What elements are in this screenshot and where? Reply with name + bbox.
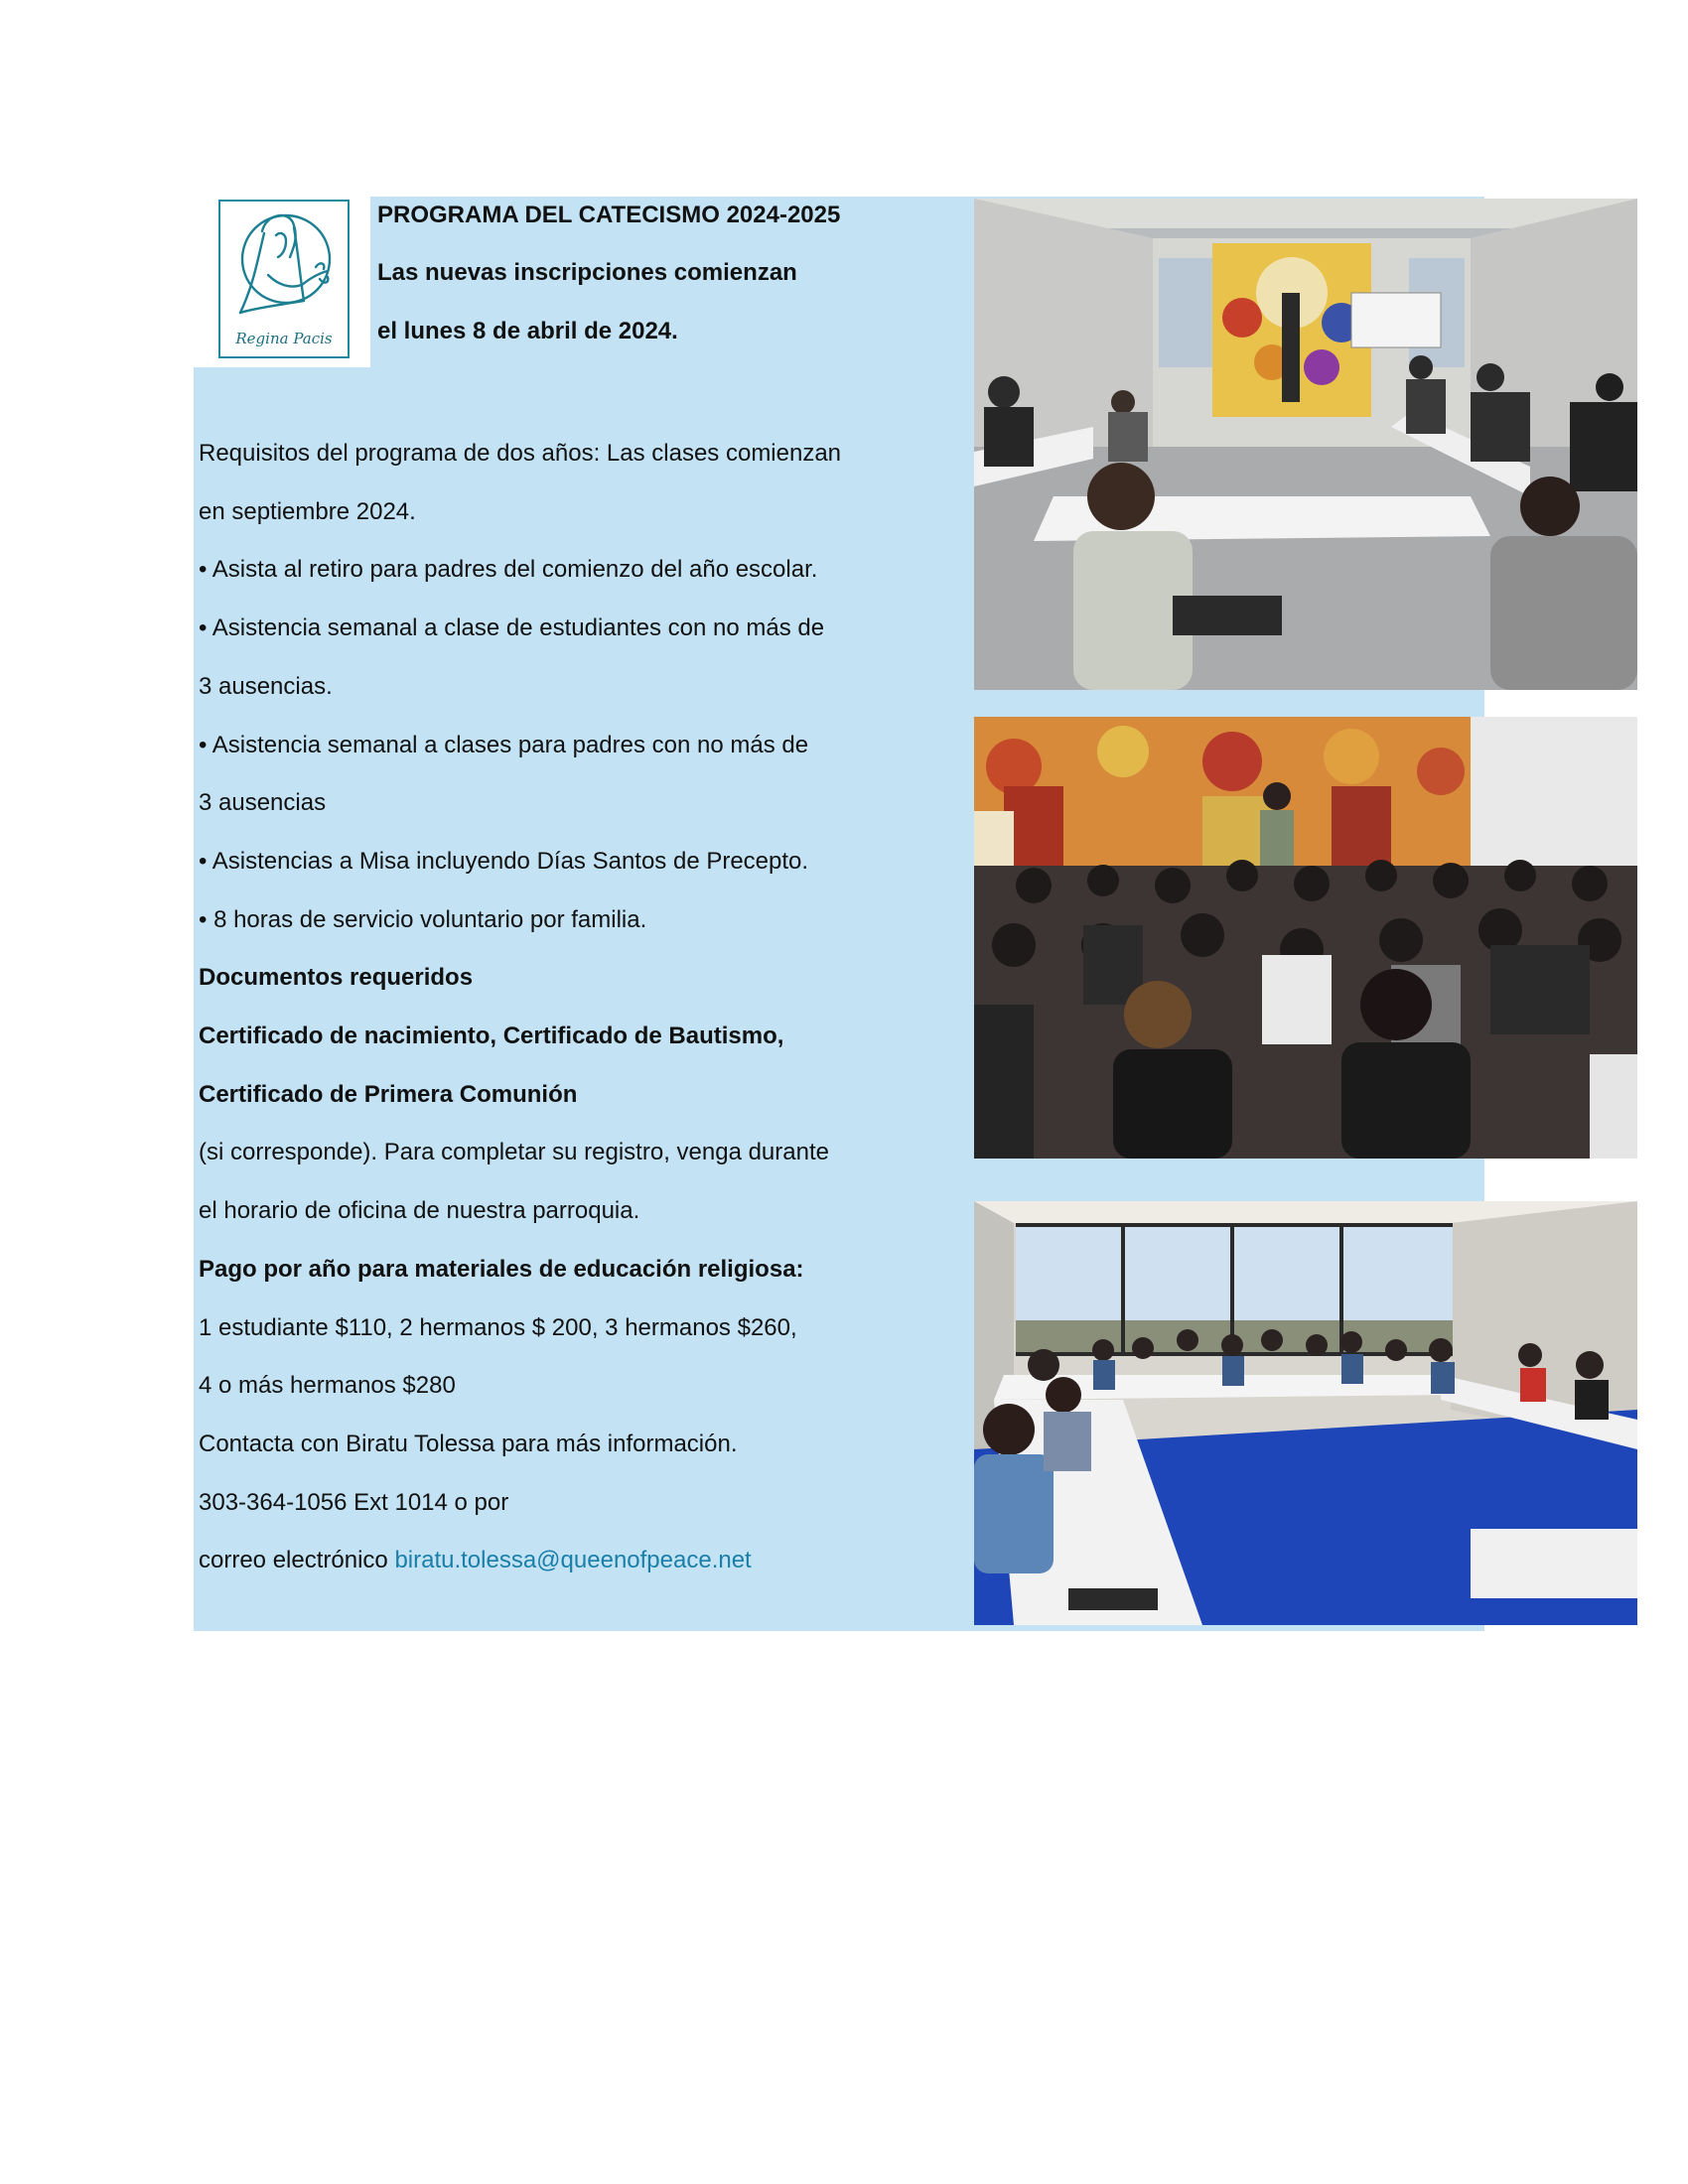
regina-pacis-logo <box>218 200 350 358</box>
documents-list: Certificado de nacimiento, Certificado de Bautismo, <box>199 1023 784 1050</box>
requirement-item: • Asista al retiro para padres del comienzo del año escolar. <box>199 556 818 584</box>
contact-phone: 303-364-1056 Ext 1014 o por <box>199 1488 509 1516</box>
requirement-item: • Asistencia semanal a clases para padres con no más de <box>199 731 809 758</box>
registration-line: Las nuevas inscripciones comienzan <box>377 259 797 286</box>
requirements-line: Requisitos del programa de dos años: Las clases comienzan <box>199 440 842 467</box>
requirement-item-cont: 3 ausencias. <box>199 672 333 700</box>
requirement-item: • 8 horas de servicio voluntario por familia. <box>199 905 647 933</box>
requirement-item: • Asistencias a Misa incluyendo Días Santos de Precepto. <box>199 847 809 875</box>
classroom-students-photo <box>974 199 1637 690</box>
documents-heading: Documentos requeridos <box>199 964 474 992</box>
documents-note: (si corresponde). Para completar su registro, venga durante <box>199 1139 829 1166</box>
payment-line: 1 estudiante $110, 2 hermanos $ 200, 3 hermanos $260, <box>199 1313 797 1341</box>
payment-line: 4 o más hermanos $280 <box>199 1372 456 1400</box>
documents-note: el horario de oficina de nuestra parroquia. <box>199 1197 640 1225</box>
madonna-logo-icon <box>220 202 348 356</box>
children-classroom-photo <box>974 1201 1637 1625</box>
contact-line: Contacta con Biratu Tolessa para más información. <box>199 1430 738 1457</box>
payment-heading: Pago por año para materiales de educación religiosa: <box>199 1255 804 1283</box>
contact-email-prefix: correo electrónico <box>199 1547 395 1574</box>
logo-caption: Regina Pacis <box>235 330 333 347</box>
contact-email-line <box>199 1532 953 1590</box>
email-link[interactable]: biratu.tolessa@queenofpeace.net <box>394 1547 752 1574</box>
requirements-text <box>199 425 953 1590</box>
requirement-item: • Asistencia semanal a clase de estudiantes con no más de <box>199 614 825 642</box>
program-title: PROGRAMA DEL CATECISMO 2024-2025 <box>377 202 841 228</box>
registration-date: el lunes 8 de abril de 2024. <box>377 318 678 344</box>
documents-list: Certificado de Primera Comunión <box>199 1080 578 1108</box>
requirement-item-cont: 3 ausencias <box>199 789 327 817</box>
requirements-line: en septiembre 2024. <box>199 497 416 525</box>
parents-meeting-photo <box>974 717 1637 1159</box>
